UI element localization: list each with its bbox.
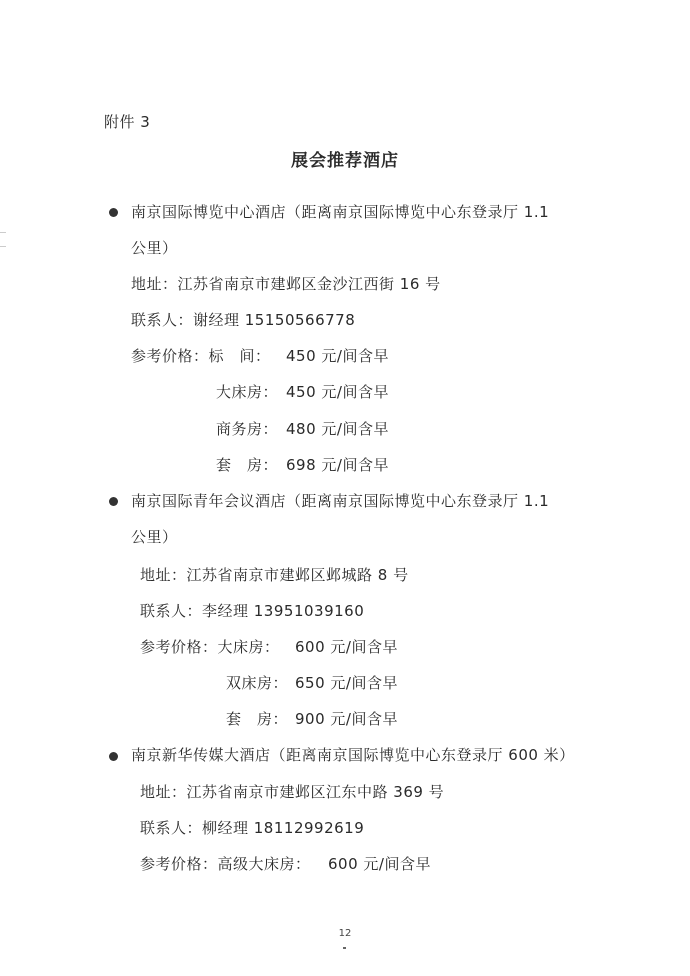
price-label: 双床房： (226, 674, 289, 692)
hotel-name: 南京国际博览中心酒店（距离南京国际博览中心东登录厅 1.1 (131, 203, 550, 221)
price-label: 大床房： (216, 383, 279, 401)
page-title: 展会推荐酒店 (291, 151, 399, 171)
price-label: 参考价格：高级大床房： (140, 855, 311, 873)
hotel-address: 地址：江苏省南京市建邺区江东中路 369 号 (140, 783, 445, 801)
page-number-mark (343, 947, 346, 949)
bullet-icon (109, 208, 118, 217)
price-value: 450 元/间含早 (286, 383, 389, 401)
page-number: 12 (338, 928, 352, 939)
price-value: 600 元/间含早 (295, 638, 398, 656)
price-value: 650 元/间含早 (295, 674, 398, 692)
hotel-name: 南京新华传媒大酒店（距离南京国际博览中心东登录厅 600 米） (131, 746, 575, 764)
bullet-icon (109, 752, 118, 761)
price-label: 参考价格：大床房： (140, 638, 280, 656)
price-label: 套 房： (216, 456, 279, 474)
price-value: 600 元/间含早 (328, 855, 431, 873)
hotel-name-continued: 公里） (131, 239, 178, 257)
scan-mark (0, 232, 6, 233)
hotel-name-continued: 公里） (131, 528, 178, 546)
hotel-address: 地址：江苏省南京市建邺区金沙江西街 16 号 (131, 275, 441, 293)
hotel-contact: 联系人：李经理 13951039160 (140, 602, 365, 620)
price-label: 参考价格：标 间： (131, 347, 271, 365)
hotel-address: 地址：江苏省南京市建邺区邺城路 8 号 (140, 566, 409, 584)
hotel-contact: 联系人：谢经理 15150566778 (131, 311, 356, 329)
price-value: 900 元/间含早 (295, 710, 398, 728)
price-label: 套 房： (226, 710, 289, 728)
scan-mark (0, 246, 6, 247)
bullet-icon (109, 497, 118, 506)
price-value: 480 元/间含早 (286, 420, 389, 438)
attachment-label: 附件 3 (104, 113, 151, 131)
hotel-contact: 联系人：柳经理 18112992619 (140, 819, 365, 837)
price-value: 698 元/间含早 (286, 456, 389, 474)
hotel-name: 南京国际青年会议酒店（距离南京国际博览中心东登录厅 1.1 (131, 492, 550, 510)
price-label: 商务房： (216, 420, 279, 438)
price-value: 450 元/间含早 (286, 347, 389, 365)
